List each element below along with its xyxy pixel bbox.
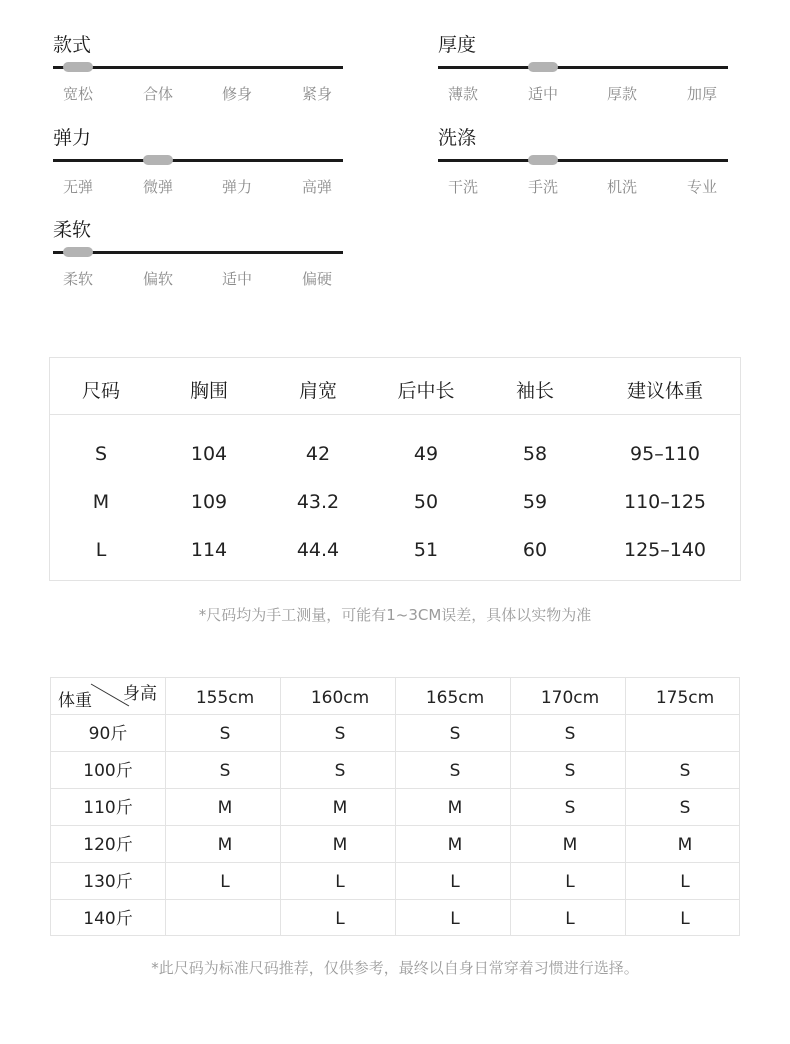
size-cell: S [219, 724, 231, 744]
height-header: 175cm [655, 688, 715, 708]
size-cell: S [334, 724, 346, 744]
grid-line [51, 788, 739, 789]
grid-line [51, 751, 739, 752]
table-cell: 44.4 [296, 539, 340, 561]
header-divider [50, 414, 740, 415]
attr-option: 弹力 [221, 178, 252, 196]
table-cell: 125–140 [623, 539, 707, 561]
attr-option: 适中 [527, 85, 558, 103]
attr-option: 加厚 [686, 85, 717, 103]
attr-title: 柔软 [53, 219, 92, 241]
size-cell: S [564, 724, 576, 744]
attr-option: 专业 [686, 178, 717, 196]
size-cell: L [565, 872, 575, 892]
size-cell: L [680, 872, 690, 892]
attr-option: 薄款 [447, 85, 478, 103]
attr-track [53, 66, 343, 69]
size-cell: M [332, 835, 348, 855]
grid-line [510, 678, 511, 935]
size-cell: M [217, 798, 233, 818]
table-cell: 60 [522, 539, 548, 561]
header-cell: 尺码 [81, 380, 120, 402]
header-cell: 胸围 [189, 380, 228, 402]
grid-line [51, 714, 739, 715]
table-cell: 58 [522, 443, 548, 465]
table-cell: 59 [522, 491, 548, 513]
attr-option: 手洗 [527, 178, 558, 196]
size-cell: M [217, 835, 233, 855]
table-cell: 49 [413, 443, 439, 465]
size-cell: S [449, 724, 461, 744]
attr-indicator [63, 62, 93, 72]
grid-line [51, 825, 739, 826]
table-cell: 43.2 [296, 491, 340, 513]
size-cell: L [680, 909, 690, 929]
table-cell: 95–110 [630, 443, 700, 465]
height-header: 170cm [540, 688, 600, 708]
grid-line [280, 678, 281, 935]
weight-label: 110斤 [83, 798, 133, 818]
attr-indicator [528, 155, 558, 165]
table-cell: 42 [305, 443, 331, 465]
size-cell: M [447, 835, 463, 855]
attr-indicator [63, 247, 93, 257]
size-cell: M [332, 798, 348, 818]
attr-track [438, 66, 728, 69]
table-cell: 51 [413, 539, 439, 561]
attr-option: 紧身 [301, 85, 332, 103]
weight-label: 90斤 [88, 724, 128, 744]
attr-title: 洗涤 [438, 127, 477, 149]
recommend-table [50, 677, 740, 936]
table-cell: 104 [190, 443, 228, 465]
attr-option: 修身 [221, 85, 252, 103]
grid-line [395, 678, 396, 935]
weight-label: 130斤 [83, 872, 133, 892]
table-cell: L [95, 539, 107, 561]
size-cell: L [335, 909, 345, 929]
attr-option: 合体 [142, 85, 173, 103]
size-cell: S [564, 798, 576, 818]
attr-track [53, 251, 343, 254]
corner-col-label: 身高 [123, 684, 157, 704]
height-header: 160cm [310, 688, 370, 708]
attr-option: 适中 [221, 270, 252, 288]
attr-title: 弹力 [53, 127, 92, 149]
table-cell: 110–125 [623, 491, 707, 513]
attr-track [438, 159, 728, 162]
height-header: 165cm [425, 688, 485, 708]
attr-option: 厚款 [606, 85, 637, 103]
recommend-note: *此尺码为标准尺码推荐，仅供参考，最终以自身日常穿着习惯进行选择。 [151, 959, 639, 977]
table-cell: 109 [190, 491, 228, 513]
attr-option: 无弹 [62, 178, 93, 196]
attr-track [53, 159, 343, 162]
size-cell: S [449, 761, 461, 781]
table-cell: 50 [413, 491, 439, 513]
size-cell: L [565, 909, 575, 929]
attr-option: 机洗 [606, 178, 637, 196]
attr-option: 偏硬 [301, 270, 332, 288]
grid-line [165, 678, 166, 935]
size-cell: L [335, 872, 345, 892]
size-table [49, 357, 741, 581]
corner-row-label: 体重 [58, 691, 92, 711]
measurement-note: *尺码均为手工测量，可能有1~3CM误差，具体以实物为准 [198, 606, 592, 624]
size-cell: M [447, 798, 463, 818]
size-cell: L [450, 909, 460, 929]
height-header: 155cm [195, 688, 255, 708]
size-cell: S [564, 761, 576, 781]
attr-option: 柔软 [62, 270, 93, 288]
size-cell: L [450, 872, 460, 892]
weight-label: 140斤 [83, 909, 133, 929]
weight-label: 120斤 [83, 835, 133, 855]
grid-line [51, 899, 739, 900]
header-cell: 后中长 [397, 380, 455, 402]
attr-option: 微弹 [142, 178, 173, 196]
size-cell: L [220, 872, 230, 892]
weight-label: 100斤 [83, 761, 133, 781]
size-cell: S [219, 761, 231, 781]
attr-option: 高弹 [301, 178, 332, 196]
attr-option: 干洗 [447, 178, 478, 196]
size-cell: S [679, 761, 691, 781]
attr-indicator [528, 62, 558, 72]
size-cell: M [562, 835, 578, 855]
table-cell: S [94, 443, 108, 465]
header-cell: 袖长 [515, 380, 554, 402]
header-cell: 肩宽 [298, 380, 337, 402]
size-cell: M [677, 835, 693, 855]
grid-line [51, 862, 739, 863]
attr-title: 厚度 [438, 34, 477, 56]
table-cell: M [92, 491, 110, 513]
table-cell: 114 [190, 539, 228, 561]
attr-indicator [143, 155, 173, 165]
attr-title: 款式 [53, 34, 92, 56]
size-cell: S [334, 761, 346, 781]
grid-line [625, 678, 626, 935]
size-cell: S [679, 798, 691, 818]
header-cell: 建议体重 [626, 380, 703, 402]
attr-option: 偏软 [142, 270, 173, 288]
attr-option: 宽松 [62, 85, 93, 103]
